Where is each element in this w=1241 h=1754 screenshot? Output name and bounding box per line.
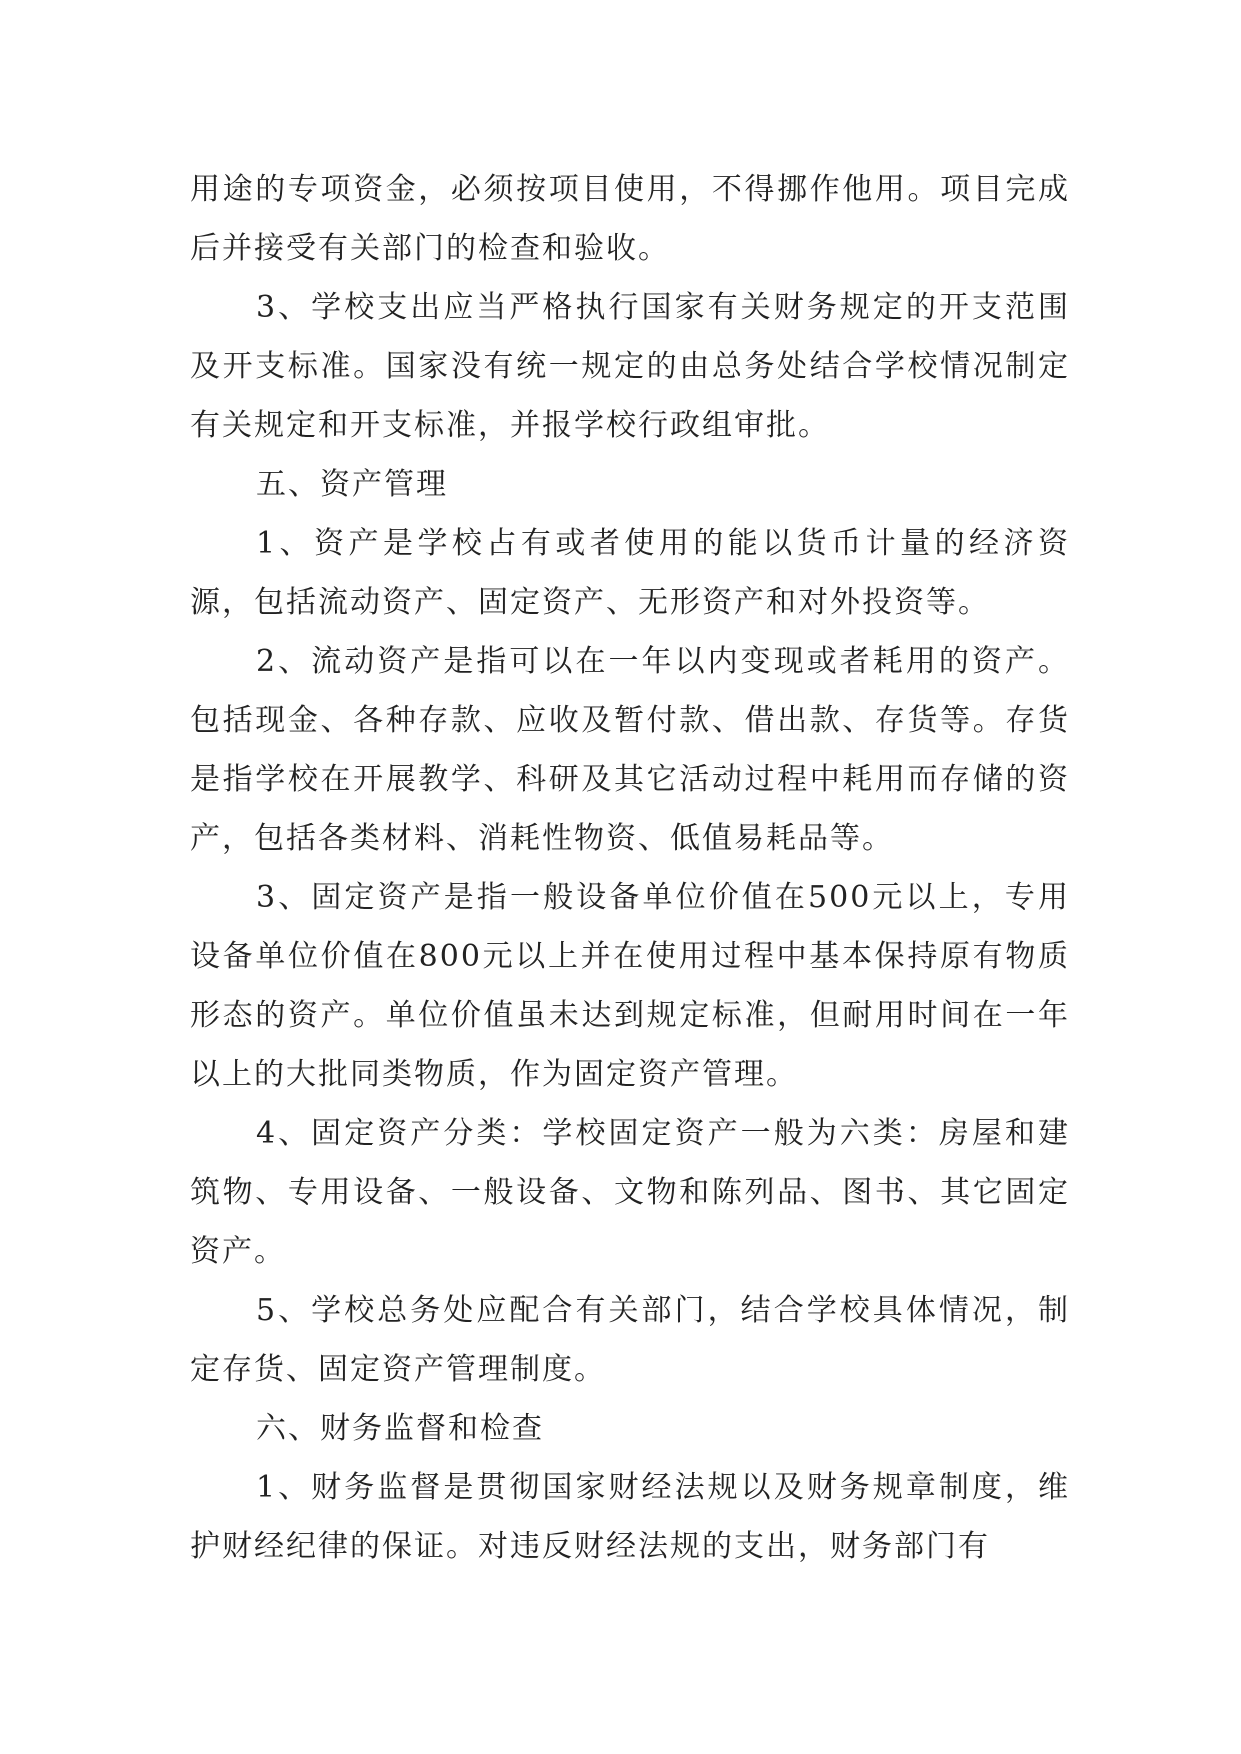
paragraph-management-system: 5、学校总务处应配合有关部门，结合学校具体情况，制定存货、固定资产管理制度。: [190, 1293, 1070, 1387]
paragraph-current-assets: 2、流动资产是指可以在一年以内变现或者耗用的资产。包括现金、各种存款、应收及暂付款、借出款、存货等。存货是指学校在开展教学、科研及其它活动过程中耗用而存储的资产，包括各类材料、消耗性物资、低值易耗品等。: [190, 644, 1070, 856]
paragraph-fixed-asset-classification: 4、固定资产分类：学校固定资产一般为六类：房屋和建筑物、专用设备、一般设备、文物和陈列品、图书、其它固定资产。: [190, 1116, 1070, 1269]
paragraph-fixed-assets: 3、固定资产是指一般设备单位价值在500元以上，专用设备单位价值在800元以上并在使用过程中基本保持原有物质形态的资产。单位价值虽未达到规定标准，但耐用时间在一年以上的大批同类物质，作为固定资产管理。: [190, 880, 1070, 1092]
paragraph-expenditure-standards: 3、学校支出应当严格执行国家有关财务规定的开支范围及开支标准。国家没有统一规定的由总务处结合学校情况制定有关规定和开支标准，并报学校行政组审批。: [190, 290, 1070, 443]
paragraph-asset-definition: 1、资产是学校占有或者使用的能以货币计量的经济资源，包括流动资产、固定资产、无形资产和对外投资等。: [190, 526, 1070, 620]
section-heading-financial-supervision: 六、财务监督和检查: [256, 1411, 544, 1446]
document-body: [190, 160, 1070, 1576]
section-heading-asset-management: 五、资产管理: [256, 467, 448, 502]
paragraph-financial-supervision: 1、财务监督是贯彻国家财经法规以及财务规章制度，维护财经纪律的保证。对违反财经法规的支出，财务部门有: [190, 1470, 1070, 1564]
paragraph-continuation: 用途的专项资金，必须按项目使用，不得挪作他用。项目完成后并接受有关部门的检查和验收。: [190, 172, 1070, 266]
